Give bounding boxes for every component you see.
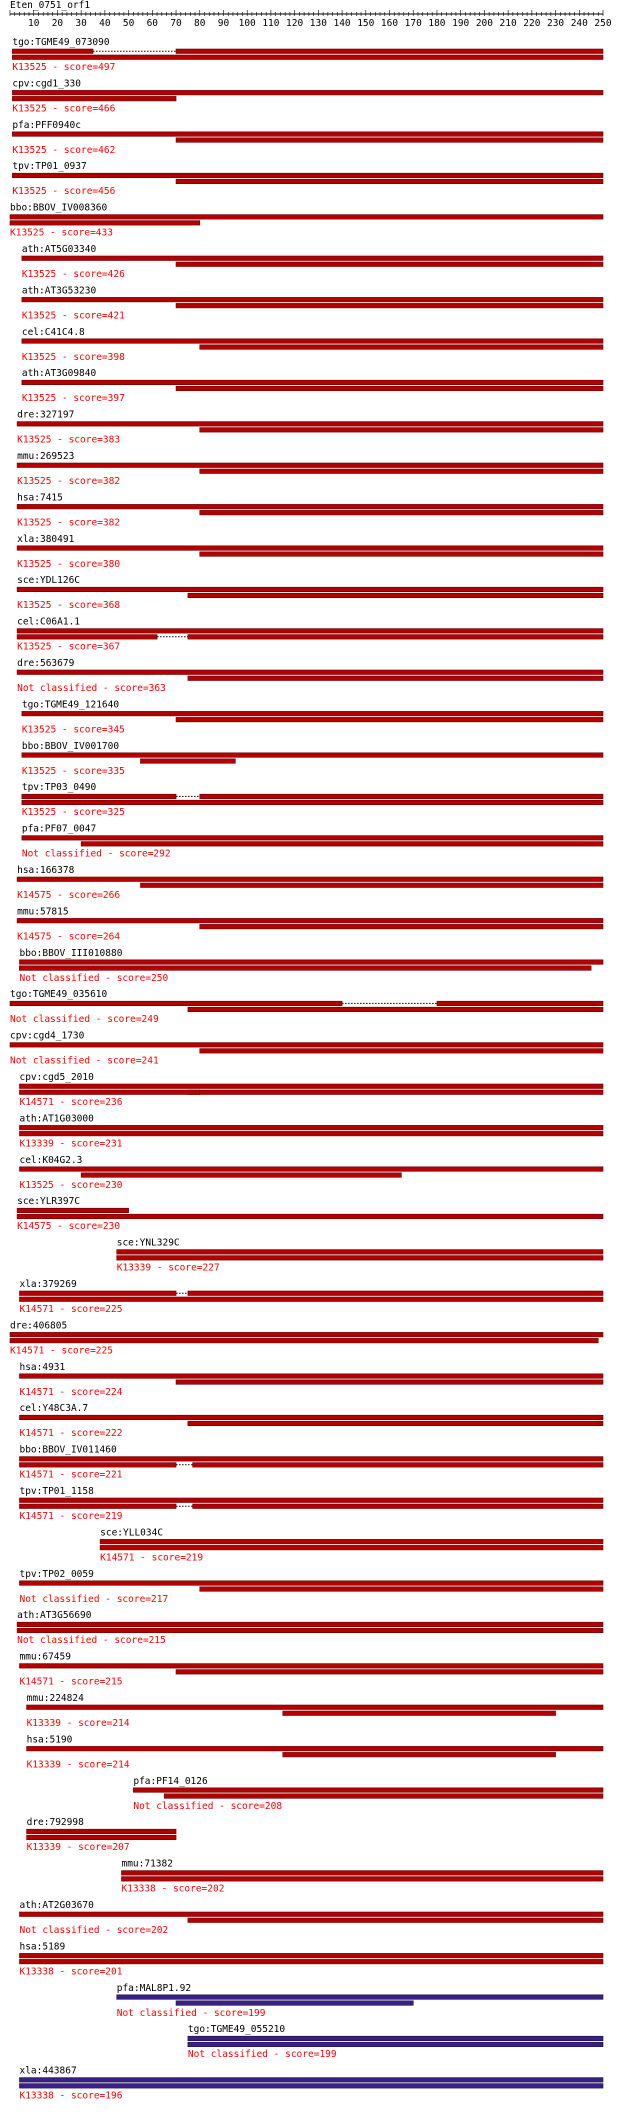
ortholog-score-link[interactable]: K13525 - score=397 — [21, 393, 125, 405]
hit-row[interactable] — [12, 37, 603, 73]
gene-link[interactable]: cpv:cgd4_1730 — [10, 1030, 85, 1042]
query-alignment-segment — [10, 1001, 342, 1006]
ruler-tick-label: 210 — [499, 18, 517, 29]
target-alignment-segment — [27, 1835, 176, 1840]
query-alignment-segment — [19, 1415, 603, 1420]
target-alignment-segment — [188, 676, 603, 681]
gene-link[interactable]: pfa:PF14_0126 — [133, 1775, 208, 1787]
hit-row[interactable] — [19, 948, 603, 984]
gene-link[interactable]: dre:406805 — [10, 1320, 68, 1332]
query-alignment-segment — [19, 1125, 603, 1130]
ortholog-score-link[interactable]: K13525 - score=382 — [17, 476, 121, 487]
query-alignment-segment — [117, 1995, 603, 2000]
hit-row[interactable] — [19, 1072, 603, 1108]
ortholog-score-link[interactable]: K14571 - score=221 — [19, 1469, 123, 1481]
target-alignment-segment — [121, 1877, 603, 1882]
gene-link[interactable]: cpv:cgd1_330 — [12, 78, 82, 90]
ortholog-score-link[interactable]: K13525 - score=335 — [21, 765, 125, 777]
query-alignment-segment — [19, 1498, 603, 1503]
ortholog-score-link[interactable]: K14575 - score=264 — [17, 931, 121, 943]
target-alignment-segment — [19, 1297, 603, 1302]
target-alignment-segment — [81, 842, 603, 847]
ortholog-score-link[interactable]: K14571 - score=222 — [19, 1428, 123, 1440]
target-alignment-segment — [200, 1049, 603, 1054]
gene-link[interactable]: cel:C06A1.1 — [17, 616, 81, 628]
target-alignment-segment — [176, 303, 603, 308]
query-alignment-segment — [22, 836, 603, 841]
query-alignment-segment — [19, 1374, 603, 1379]
hit-row[interactable] — [100, 1527, 603, 1563]
gene-link[interactable]: tgo:TGME49_073090 — [12, 37, 110, 48]
target-alignment-segment — [200, 552, 603, 557]
ortholog-score-link[interactable]: Not classified - score=250 — [19, 972, 169, 984]
hit-row[interactable] — [10, 989, 603, 1025]
target-alignment-segment — [188, 1918, 603, 1923]
gene-link[interactable]: mmu:71382 — [121, 1858, 173, 1870]
ortholog-score-link[interactable]: K13338 - score=202 — [121, 1883, 225, 1895]
ortholog-score-link[interactable]: K13338 - score=196 — [19, 2090, 123, 2102]
hit-row[interactable] — [27, 1817, 176, 1853]
query-alignment-segment — [100, 1539, 603, 1544]
ortholog-score-link[interactable]: K13525 - score=456 — [12, 186, 116, 198]
gene-link[interactable]: tgo:TGME49_055210 — [187, 2024, 286, 2036]
target-alignment-segment — [188, 1007, 603, 1012]
query-alignment-segment — [22, 711, 603, 716]
target-alignment-segment — [176, 717, 603, 722]
ruler-tick-label: 240 — [570, 18, 588, 29]
gene-link[interactable]: tpv:TP02_0059 — [19, 1568, 94, 1580]
ortholog-score-link[interactable]: K13525 - score=398 — [21, 351, 125, 363]
hit-row[interactable] — [17, 1610, 603, 1646]
ortholog-score-link[interactable]: Not classified - score=292 — [21, 848, 171, 860]
ruler-tick-label: 140 — [333, 18, 351, 29]
target-alignment-segment — [140, 883, 603, 888]
gene-link[interactable]: mmu:269523 — [17, 451, 75, 462]
gene-link[interactable]: dre:563679 — [17, 658, 75, 669]
target-alignment-segment — [176, 138, 603, 143]
position-ruler — [10, 10, 612, 29]
query-alignment-segment — [12, 173, 603, 178]
hit-row[interactable] — [133, 1776, 603, 1812]
target-alignment-segment — [200, 469, 603, 474]
ortholog-score-link[interactable]: K14571 - score=225 — [19, 1304, 123, 1315]
ortholog-score-link[interactable]: K13525 - score=462 — [12, 144, 116, 156]
query-alignment-segment — [22, 794, 176, 799]
gene-link[interactable]: sce:YDL126C — [17, 575, 81, 587]
ortholog-score-link[interactable]: K13339 - score=231 — [19, 1138, 123, 1150]
ortholog-score-link[interactable]: K13525 - score=466 — [12, 103, 116, 115]
ortholog-score-link[interactable]: K13338 - score=201 — [19, 1966, 123, 1978]
query-alignment-segment — [10, 1043, 603, 1048]
query-alignment-segment — [17, 546, 603, 551]
gene-link[interactable]: ath:AT1G03000 — [19, 1113, 94, 1125]
target-alignment-segment — [100, 1545, 603, 1550]
target-alignment-segment — [200, 345, 603, 350]
ortholog-score-link[interactable]: K14571 - score=219 — [100, 1552, 204, 1564]
ruler-tick-label: 90 — [217, 18, 230, 29]
query-alignment-segment — [17, 629, 603, 634]
ortholog-score-link[interactable]: Not classified - score=241 — [10, 1055, 159, 1067]
query-alignment-segment — [12, 132, 603, 137]
target-alignment-segment — [19, 1463, 176, 1468]
gene-link[interactable]: tpv:TP03_0490 — [21, 782, 97, 794]
target-alignment-segment — [176, 2001, 413, 2006]
gene-link[interactable]: mmu:67459 — [19, 1651, 71, 1663]
target-alignment-segment — [17, 1628, 603, 1633]
ortholog-score-link[interactable]: K13525 - score=380 — [17, 558, 121, 570]
query-alignment-segment — [27, 1705, 603, 1710]
hit-row[interactable] — [10, 203, 603, 239]
hit-row[interactable] — [17, 1196, 603, 1232]
query-alignment-segment — [27, 1829, 176, 1834]
ruler-tick-label: 110 — [262, 18, 280, 29]
ortholog-score-link[interactable]: K13525 - score=230 — [19, 1179, 123, 1191]
hit-row[interactable] — [121, 1859, 603, 1895]
gene-link[interactable]: xla:379269 — [19, 1279, 77, 1290]
hit-row[interactable] — [19, 1652, 603, 1688]
target-alignment-segment — [283, 1711, 556, 1716]
hit-row[interactable] — [17, 492, 603, 528]
hit-row[interactable] — [19, 1941, 603, 1977]
hit-row[interactable] — [10, 1320, 603, 1356]
ortholog-score-link[interactable]: Not classified - score=249 — [10, 1014, 159, 1026]
ruler-tick-label: 80 — [194, 18, 206, 29]
query-alignment-segment — [22, 256, 603, 261]
hit-row[interactable] — [19, 1113, 603, 1149]
ortholog-score-link[interactable]: K13339 - score=227 — [116, 1262, 220, 1274]
target-alignment-segment — [10, 221, 200, 226]
ortholog-score-link[interactable]: K14575 - score=266 — [17, 890, 121, 901]
ortholog-score-link[interactable]: Not classified - score=202 — [19, 1925, 169, 1936]
ruler-tick-label: 70 — [170, 18, 182, 29]
query-alignment-segment — [176, 49, 603, 54]
query-alignment-segment — [17, 1208, 128, 1213]
ortholog-score-link[interactable]: Not classified - score=215 — [17, 1635, 166, 1647]
target-alignment-segment — [140, 759, 235, 764]
gene-link[interactable]: hsa:5189 — [19, 1941, 66, 1953]
query-alignment-segment — [22, 753, 603, 758]
gene-link[interactable]: sce:YLL034C — [100, 1527, 164, 1539]
query-alignment-segment — [19, 1912, 603, 1917]
ortholog-score-link[interactable]: K13339 - score=214 — [26, 1759, 130, 1771]
hit-row[interactable] — [117, 1238, 603, 1274]
target-alignment-segment — [19, 1090, 199, 1095]
target-alignment-segment — [200, 428, 603, 433]
query-alignment-segment — [133, 1788, 603, 1793]
gene-link[interactable]: mmu:57815 — [17, 906, 69, 918]
target-alignment-segment — [188, 635, 603, 640]
hit-row[interactable] — [117, 1983, 603, 2019]
gene-link[interactable]: hsa:4931 — [19, 1361, 66, 1373]
target-alignment-segment — [283, 1752, 556, 1757]
target-alignment-segment — [176, 262, 603, 267]
ortholog-score-link[interactable]: K13525 - score=382 — [17, 517, 121, 529]
hit-list — [10, 37, 603, 2102]
query-alignment-segment — [27, 1746, 603, 1751]
hit-row[interactable] — [10, 1031, 603, 1067]
query-alignment-segment — [19, 2078, 603, 2083]
ortholog-score-link[interactable]: K14571 - score=236 — [19, 1097, 123, 1108]
query-alignment-segment — [19, 1084, 603, 1089]
target-alignment-segment — [10, 1338, 598, 1343]
target-alignment-segment — [12, 96, 176, 101]
gene-link[interactable]: bbo:BBOV_IV011460 — [19, 1444, 117, 1456]
query-title: Eten_0751_orf1 — [10, 0, 91, 11]
query-alignment-segment — [17, 422, 603, 427]
hit-row[interactable] — [27, 1693, 603, 1729]
hit-row[interactable] — [22, 244, 603, 280]
hit-row[interactable] — [27, 1734, 603, 1770]
ortholog-score-link[interactable]: Not classified - score=363 — [17, 683, 166, 694]
ortholog-score-link[interactable]: K14571 - score=225 — [10, 1345, 113, 1357]
query-alignment-segment — [17, 877, 603, 882]
query-alignment-segment — [17, 918, 603, 923]
query-alignment-segment — [437, 1001, 603, 1006]
hit-row[interactable] — [19, 1403, 603, 1439]
query-alignment-segment — [10, 1332, 603, 1337]
target-alignment-segment — [176, 179, 603, 184]
ortholog-score-link[interactable]: K14571 - score=215 — [19, 1676, 123, 1688]
ortholog-score-link[interactable]: K13525 - score=433 — [10, 227, 113, 239]
ruler-tick-label: 100 — [238, 18, 256, 29]
ortholog-score-link[interactable]: K13525 - score=368 — [17, 600, 121, 612]
query-alignment-segment — [17, 587, 603, 592]
query-alignment-segment — [188, 1291, 603, 1296]
hit-row[interactable] — [17, 658, 603, 694]
gene-link[interactable]: cel:K04G2.3 — [19, 1154, 83, 1166]
query-alignment-segment — [19, 1664, 603, 1669]
target-alignment-segment — [188, 593, 603, 598]
ruler-tick-label: 150 — [357, 18, 375, 29]
target-alignment-segment — [19, 966, 591, 971]
gene-link[interactable]: dre:327197 — [17, 409, 75, 421]
ortholog-score-link[interactable]: Not classified - score=199 — [187, 2049, 337, 2061]
gene-link[interactable]: xla:380491 — [17, 533, 75, 545]
target-alignment-segment — [193, 1463, 603, 1468]
gene-link[interactable]: cel:C41C4.8 — [21, 326, 85, 338]
target-alignment-segment — [176, 1380, 603, 1385]
hit-row[interactable] — [17, 575, 603, 611]
target-alignment-segment — [193, 1504, 603, 1509]
query-alignment-segment — [121, 1871, 603, 1876]
ortholog-score-link[interactable]: K14571 - score=219 — [19, 1511, 123, 1522]
target-alignment-segment — [17, 635, 157, 640]
ruler-tick-label: 230 — [546, 18, 565, 29]
ruler-tick-label: 200 — [475, 18, 493, 29]
target-alignment-segment — [117, 1256, 603, 1261]
target-alignment-segment — [22, 800, 603, 805]
target-alignment-segment — [188, 1421, 603, 1426]
target-alignment-segment — [176, 1670, 603, 1675]
query-alignment-segment — [12, 49, 93, 54]
query-alignment-segment — [19, 1291, 176, 1296]
gene-link[interactable]: tpv:TP01_1158 — [19, 1486, 94, 1497]
hit-row[interactable] — [19, 1155, 603, 1191]
hit-row[interactable] — [12, 161, 603, 197]
hit-row[interactable] — [22, 285, 603, 321]
gene-link[interactable]: ath:AT3G56690 — [17, 1610, 92, 1622]
hit-row[interactable] — [17, 906, 603, 942]
ortholog-score-link[interactable]: K14571 - score=224 — [19, 1386, 123, 1398]
gene-link[interactable]: hsa:7415 — [17, 492, 63, 504]
ruler-tick-label: 160 — [380, 18, 399, 29]
query-alignment-segment — [22, 339, 603, 344]
gene-link[interactable]: ath:AT2G03670 — [19, 1900, 94, 1911]
hit-row[interactable] — [19, 1569, 603, 1605]
ortholog-score-link[interactable]: K13525 - score=383 — [17, 434, 121, 446]
target-alignment-segment — [81, 1173, 401, 1178]
ortholog-score-link[interactable]: K13525 - score=426 — [21, 269, 125, 280]
query-alignment-segment — [22, 380, 603, 385]
target-alignment-segment — [17, 1214, 603, 1219]
gene-link[interactable]: tgo:TGME49_121640 — [21, 699, 120, 711]
hit-row[interactable] — [188, 2024, 603, 2060]
hit-row[interactable] — [22, 699, 603, 735]
hit-row[interactable] — [19, 1279, 603, 1315]
target-alignment-segment — [188, 2042, 603, 2047]
target-alignment-segment — [176, 386, 603, 391]
target-alignment-segment — [200, 924, 603, 929]
query-alignment-segment — [22, 297, 603, 302]
query-alignment-segment — [10, 215, 603, 220]
ruler-tick-label: 190 — [452, 18, 470, 29]
hit-row[interactable] — [22, 327, 603, 363]
ortholog-score-link[interactable]: K13525 - score=325 — [21, 807, 125, 819]
gene-link[interactable]: ath:AT3G53230 — [21, 285, 97, 297]
target-alignment-segment — [19, 1504, 176, 1509]
gene-link[interactable]: hsa:166378 — [17, 865, 75, 876]
ortholog-score-link[interactable]: K13339 - score=207 — [26, 1842, 130, 1854]
gene-link[interactable]: ath:AT5G03340 — [21, 244, 97, 255]
target-alignment-segment — [12, 55, 603, 60]
query-alignment-segment — [17, 1622, 603, 1627]
hit-row[interactable] — [19, 1445, 603, 1481]
target-alignment-segment — [19, 1959, 603, 1964]
ruler-tick-label: 220 — [523, 18, 541, 29]
ruler-tick-label: 170 — [404, 18, 422, 29]
query-alignment-segment — [188, 2036, 603, 2041]
gene-link[interactable]: pfa:PF07_0047 — [21, 823, 97, 835]
ruler-tick-label: 50 — [122, 18, 135, 29]
ortholog-score-link[interactable]: K13339 - score=214 — [26, 1718, 130, 1729]
ortholog-score-link[interactable]: K13525 - score=345 — [21, 724, 125, 736]
ruler-tick-label: 60 — [146, 18, 159, 29]
hit-row[interactable] — [22, 824, 603, 860]
gene-link[interactable]: hsa:5190 — [26, 1734, 73, 1746]
ortholog-score-link[interactable]: Not classified - score=208 — [133, 1800, 283, 1812]
target-alignment-segment — [164, 1794, 603, 1799]
hit-row[interactable] — [22, 782, 603, 818]
query-alignment-segment — [200, 794, 603, 799]
gene-link[interactable]: bbo:BBOV_III010880 — [19, 947, 123, 959]
query-alignment-segment — [17, 504, 603, 509]
target-alignment-segment — [19, 966, 88, 971]
ruler-tick-label: 120 — [286, 18, 304, 29]
gene-link[interactable]: bbo:BBOV_IV001700 — [21, 740, 120, 752]
query-alignment-segment — [117, 1250, 603, 1255]
query-alignment-segment — [19, 960, 603, 965]
hit-row[interactable] — [17, 410, 603, 446]
hit-row[interactable] — [17, 865, 603, 901]
hit-row[interactable] — [22, 741, 603, 777]
gene-link[interactable]: cel:Y48C3A.7 — [19, 1403, 89, 1415]
hit-row[interactable] — [22, 368, 603, 404]
hit-row[interactable] — [19, 1362, 603, 1398]
ortholog-score-link[interactable]: K13525 - score=497 — [12, 62, 116, 73]
target-alignment-segment — [200, 510, 603, 515]
gene-link[interactable]: pfa:MAL8P1.92 — [116, 1982, 192, 1994]
gene-link[interactable]: dre:792998 — [26, 1817, 84, 1829]
target-alignment-segment — [188, 1090, 603, 1095]
query-alignment-segment — [17, 670, 603, 675]
query-alignment-segment — [19, 1581, 603, 1586]
hit-row[interactable] — [19, 2066, 603, 2102]
hit-row[interactable] — [19, 1900, 603, 1936]
gene-link[interactable]: mmu:224824 — [26, 1693, 84, 1704]
query-alignment-segment — [17, 463, 603, 468]
query-alignment-segment — [19, 1457, 603, 1462]
ortholog-score-link[interactable]: Not classified - score=217 — [19, 1593, 169, 1605]
ruler-tick-label: 30 — [75, 18, 87, 29]
hit-row[interactable] — [12, 120, 603, 156]
query-alignment-segment — [12, 90, 603, 95]
ruler-tick-label: 20 — [51, 18, 64, 29]
ortholog-score-link[interactable]: K14575 - score=230 — [17, 1221, 121, 1233]
gene-link[interactable]: ath:AT3G09840 — [21, 368, 97, 380]
target-alignment-segment — [19, 1131, 603, 1136]
ruler-tick-label: 250 — [594, 18, 612, 29]
hit-row[interactable] — [17, 617, 603, 653]
gene-link[interactable]: tpv:TP01_0937 — [12, 161, 87, 173]
ruler-tick-label: 180 — [428, 18, 446, 29]
target-alignment-segment — [200, 1587, 603, 1592]
ruler-tick-label: 130 — [309, 18, 327, 29]
ruler-tick-label: 40 — [99, 18, 111, 29]
hit-row[interactable] — [17, 534, 603, 570]
hit-row[interactable] — [17, 451, 603, 487]
gene-link[interactable]: tgo:TGME49_035610 — [10, 989, 108, 1001]
query-alignment-segment — [19, 1953, 603, 1958]
gene-link[interactable]: sce:YLR397C — [17, 1196, 81, 1208]
ortholog-score-link[interactable]: K13525 - score=367 — [17, 641, 121, 653]
ruler-tick-label: 10 — [27, 18, 40, 29]
hit-row[interactable] — [12, 78, 603, 114]
gene-link[interactable]: bbo:BBOV_IV008360 — [10, 202, 108, 214]
ortholog-score-link[interactable]: K13525 - score=421 — [21, 310, 125, 322]
target-alignment-segment — [19, 2084, 603, 2089]
gene-link[interactable]: cpv:cgd5_2010 — [19, 1072, 94, 1083]
ortholog-score-link[interactable]: Not classified - score=199 — [116, 2007, 266, 2019]
query-alignment-segment — [19, 1167, 603, 1172]
hit-row[interactable] — [19, 1486, 603, 1522]
gene-link[interactable]: xla:443867 — [19, 2065, 77, 2077]
gene-link[interactable]: pfa:PFF0940c — [12, 119, 82, 131]
gene-link[interactable]: sce:YNL329C — [116, 1237, 180, 1249]
